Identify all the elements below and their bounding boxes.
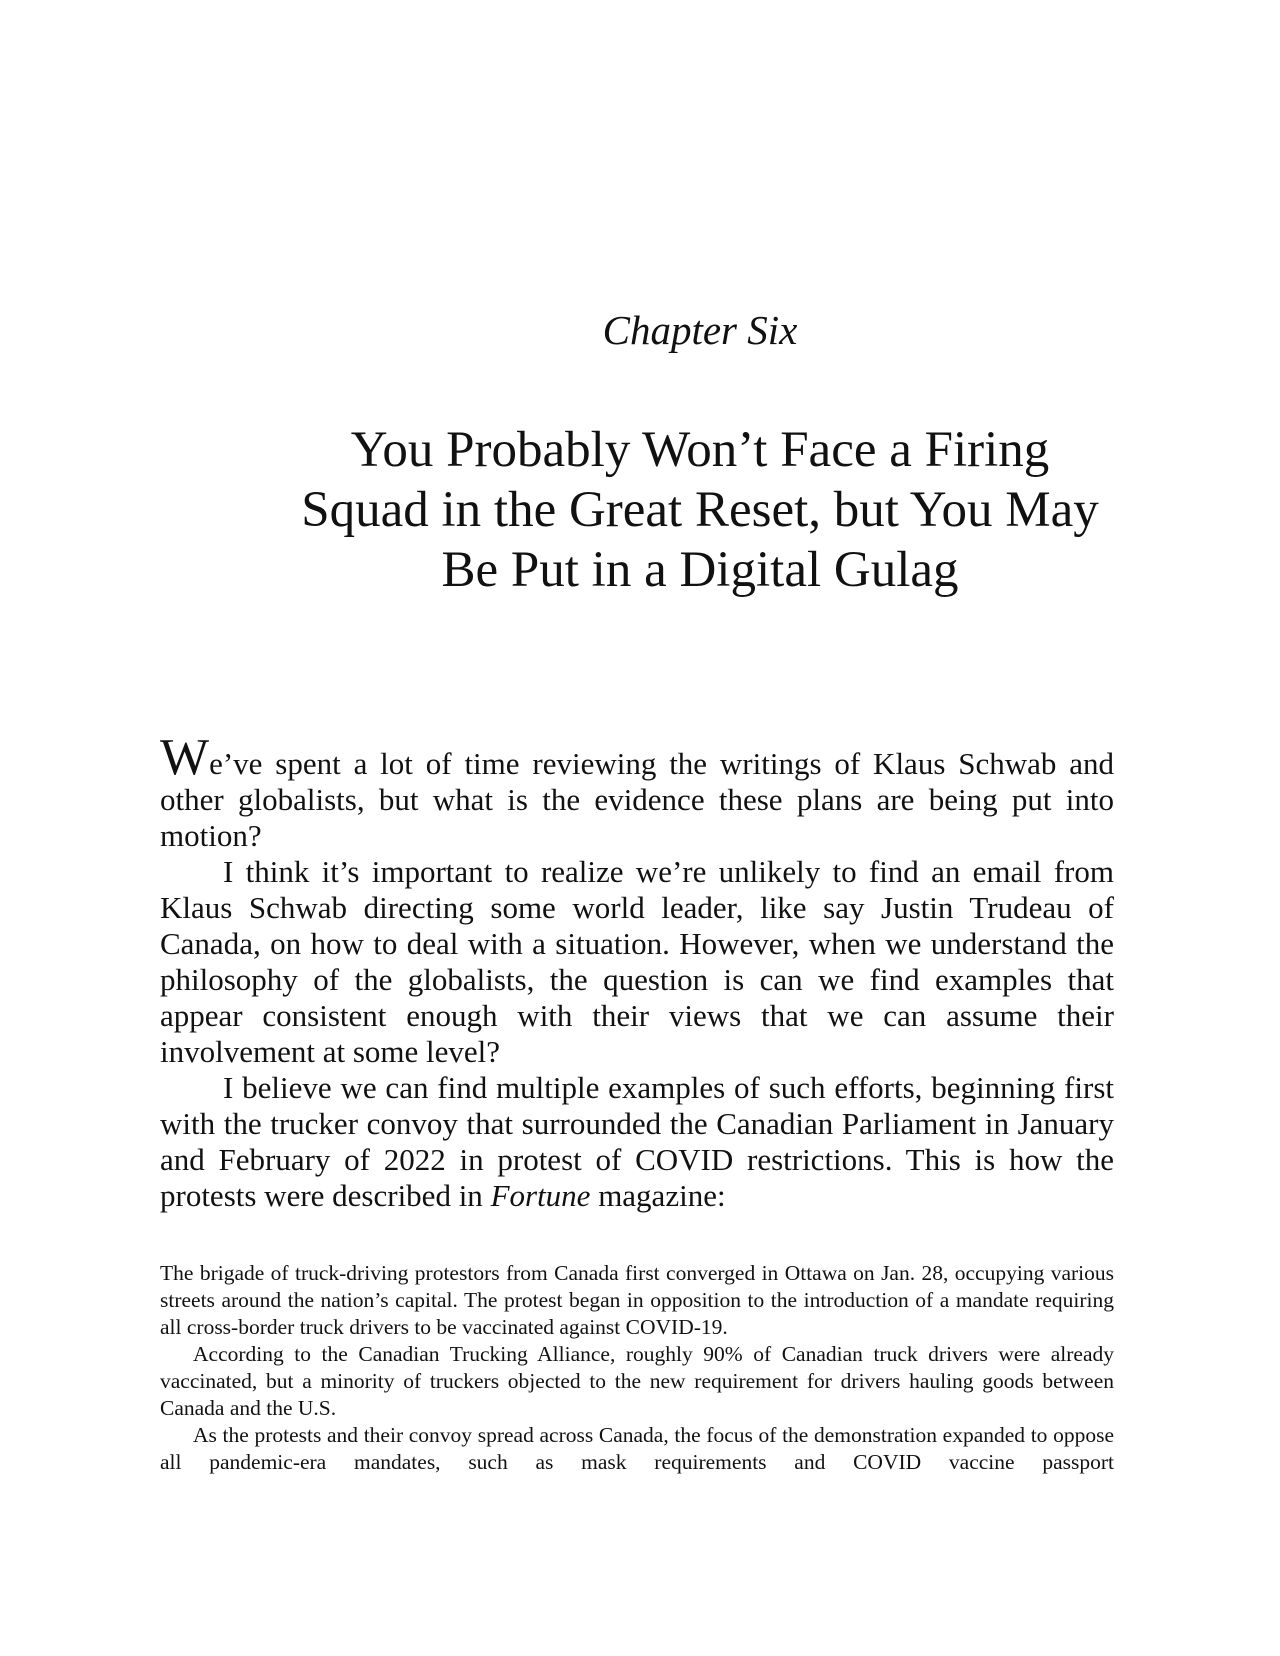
chapter-label: Chapter Six [602,307,798,353]
chapter-title-line: You Probably Won’t Face a Firing [350,422,1050,478]
chapter-title [240,420,1160,600]
body-text [160,729,1114,1214]
chapter-title-line: Be Put in a Digital Gulag [441,542,959,598]
drop-cap: W [160,729,210,786]
quote-paragraph-3: As the protests and their convoy spread across Canada, the focus of the demonstration expanded to oppose all pandemic-era mandates, such as mask requirements and COVID vaccine passport [160,1423,1114,1474]
body-paragraph-2: I think it’s important to realize we’re unlikely to find an email from Klaus Schwab directing some world leader, like say Justin Trudeau of Canada, on how to deal with a situation. However, when we understand the philosophy of the globalists, the question is can we find examples that appear consistent enough with their views that we can assume their involvement at some level? [160,854,1114,1069]
chapter-title-line: Squad in the Great Reset, but You May [301,482,1099,538]
body-paragraph-3-text: I believe we can find multiple examples of such efforts, beginning first with the trucker convoy that surrounded the Canadian Parliament in January and February of 2022 in protest of COVID restrictions. This is how the protests were described in [160,1070,1114,1213]
body-paragraph-3-end: magazine: [590,1178,726,1213]
publication-name: Fortune [490,1178,591,1213]
body-paragraph-1 [160,729,1114,854]
quote-paragraph-2: According to the Canadian Trucking Alliance, roughly 90% of Canadian truck drivers were already vaccinated, but a minority of truckers objected to the new requirement for drivers hauling goods between Canada and the U.S. [160,1342,1114,1420]
body-paragraph-1-text: e’ve spent a lot of time reviewing the writings of Klaus Schwab and other globalists, but what is the evidence these plans are being put into motion? [160,746,1114,853]
block-quote [160,1260,1114,1476]
quote-paragraph-1: The brigade of truck-driving protestors from Canada first converged in Ottawa on Jan. 28, occupying various streets around the nation’s capital. The protest began in opposition to the introduction of a mandate requiring all cross-border truck drivers to be vaccinated against COVID-19. [160,1261,1114,1339]
body-paragraph-3 [160,1070,1114,1214]
